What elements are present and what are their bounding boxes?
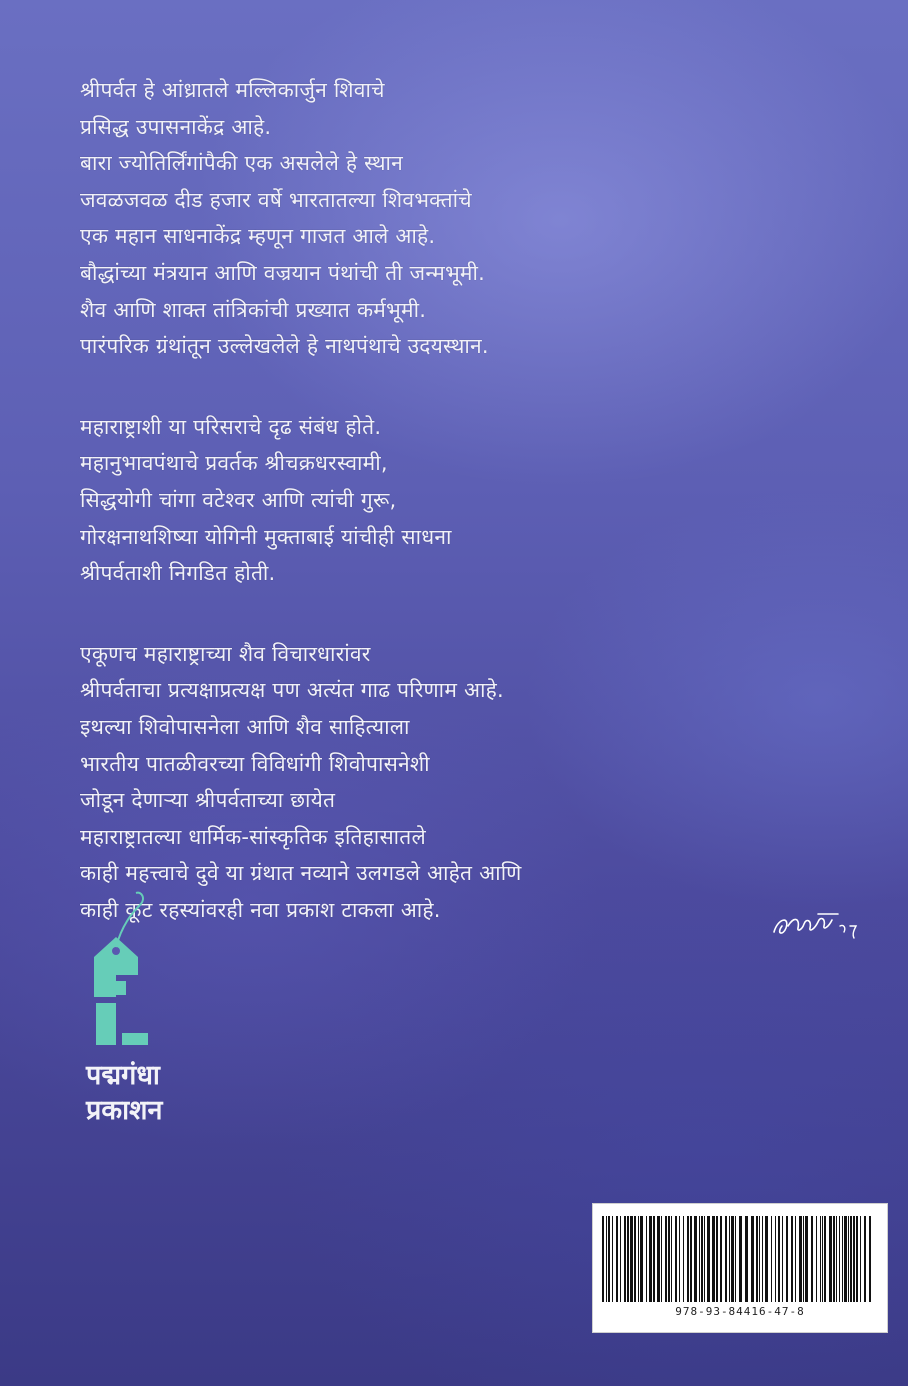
blurb-line: जवळजवळ दीड हजार वर्षे भारतातल्या शिवभक्तांचे (80, 187, 472, 212)
barcode (592, 1203, 888, 1333)
blurb-line: बौद्धांच्या मंत्रयान आणि वज्रयान पंथांची ती जन्मभूमी. (80, 260, 486, 285)
tag-logo-icon (86, 885, 206, 1050)
publisher-name-line-1: पद्मगंधा (86, 1060, 160, 1091)
blurb-line: बारा ज्योतिर्लिंगांपैकी एक असलेले हे स्थान (80, 151, 403, 176)
barcode-bars (602, 1216, 878, 1302)
blurb-line: काही महत्त्वाचे दुवे या ग्रंथात नव्याने उलगडले आहेत आणि (80, 861, 522, 886)
blurb-line: एकूणच महाराष्ट्राच्या शैव विचारधारांवर (80, 641, 371, 666)
blurb-line: शैव आणि शाक्त तांत्रिकांची प्रख्यात कर्मभूमी. (80, 297, 427, 322)
blurb-line: महाराष्ट्रातल्या धार्मिक-सांस्कृतिक इतिहासातले (80, 824, 426, 849)
blurb (80, 72, 840, 972)
blurb-line: श्रीपर्वताशी निगडित होती. (80, 561, 276, 586)
publisher-name-line-2: प्रकाशन (86, 1095, 163, 1126)
blurb-line: काही कूट रहस्यांवरही नवा प्रकाश टाकला आहे. (80, 897, 441, 922)
signature-icon (768, 896, 868, 946)
publisher-block (86, 885, 286, 1145)
blurb-line: भारतीय पातळीवरच्या विविधांगी शिवोपासनेशी (80, 751, 430, 776)
blurb-paragraph-1 (80, 72, 840, 365)
blurb-paragraph-2 (80, 409, 840, 592)
blurb-line: श्रीपर्वताचा प्रत्यक्षाप्रत्यक्ष पण अत्यंत गाढ परिणाम आहे. (80, 678, 504, 703)
blurb-line: महाराष्ट्राशी या परिसराचे दृढ संबंध होते. (80, 414, 382, 439)
blurb-line: पारंपरिक ग्रंथांतून उल्लेखलेले हे नाथपंथाचे उदयस्थान. (80, 334, 489, 359)
blurb-line: महानुभावपंथाचे प्रवर्तक श्रीचक्रधरस्वामी, (80, 451, 388, 476)
publisher-name (86, 1058, 162, 1128)
blurb-line: इथल्या शिवोपासनेला आणि शैव साहित्याला (80, 714, 410, 739)
blurb-line: एक महान साधनाकेंद्र म्हणून गाजत आले आहे. (80, 224, 436, 249)
blurb-line: प्रसिद्ध उपासनाकेंद्र आहे. (80, 114, 272, 139)
blurb-line: सिद्धयोगी चांगा वटेश्वर आणि त्यांची गुरू, (80, 487, 397, 512)
blurb-line: श्रीपर्वत हे आंध्रातले मल्लिकार्जुन शिवाचे (80, 78, 385, 102)
blurb-line: जोडून देणाऱ्या श्रीपर्वताच्या छायेत (80, 788, 336, 813)
isbn-number: 978-93-84416-47-8 (675, 1305, 805, 1318)
blurb-line: गोरक्षनाथशिष्या योगिनी मुक्ताबाई यांचीही साधना (80, 524, 452, 549)
